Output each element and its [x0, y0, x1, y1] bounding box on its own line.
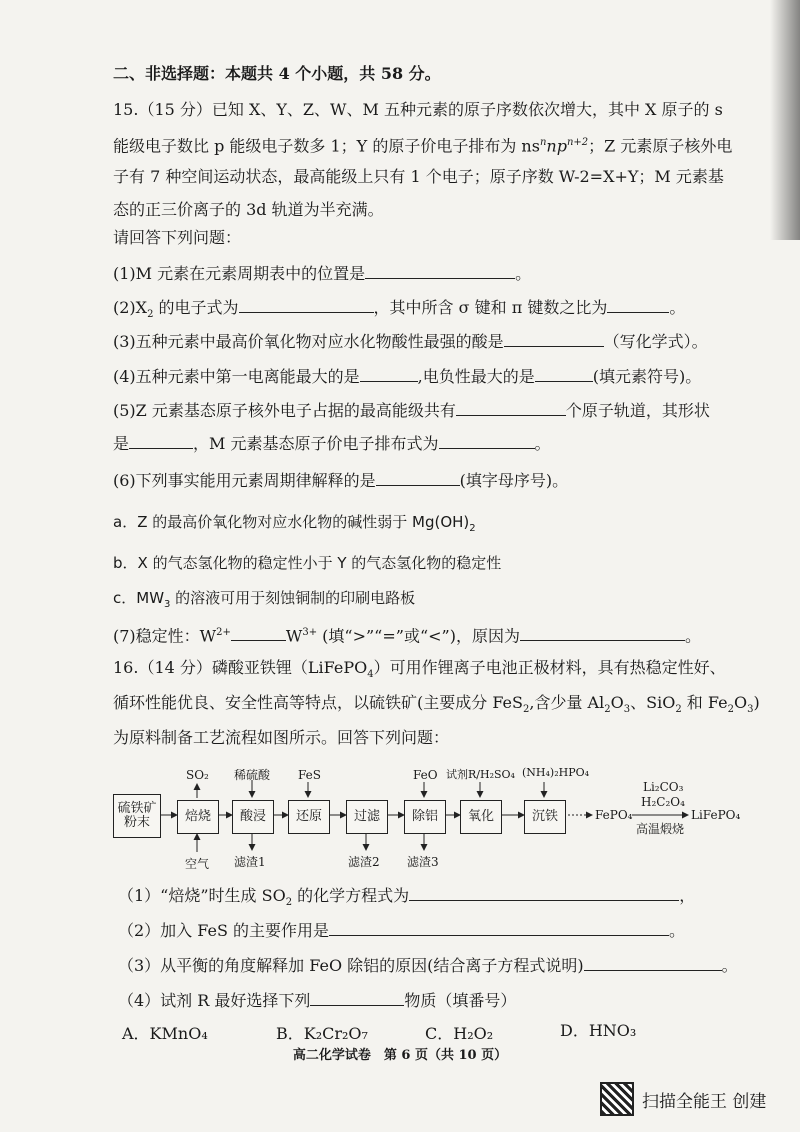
scanner-watermark — [600, 1082, 766, 1116]
q16-part-1: （1）“焙烧”时生成 $SO_2$ 的化学方程式为 ， — [118, 886, 696, 909]
q15-line-1: 15.（15 分）已知 X、Y、Z、W、M 五种元素的原子序数依次增大，其中 X 原子的 s — [113, 100, 723, 119]
q15-option-a: a．Z 的最高价氧化物对应水化物的碱性弱于 $Mg(OH)_2$ — [113, 513, 476, 534]
q15-line-4: 态的正三价离子的 3d 轨道为半充满。 — [113, 200, 384, 219]
flow-label-feo: FeO — [413, 768, 438, 782]
flow-label-fepo4: FePO₄ — [595, 808, 633, 822]
q15-part-1: (1)M 元素在元素周期表中的位置是 。 — [113, 264, 532, 283]
q15-part-4: (4)五种元素中第一电离能最大的是 ,电负性最大的是 (填元素符号)。 — [113, 367, 702, 386]
answer-blank-16-2[interactable] — [329, 920, 669, 936]
qr-code-icon — [600, 1082, 634, 1116]
flow-step-filter: 过滤 — [346, 800, 388, 834]
q15-line-2: 能级电子数比 p 能级电子数多 1；Y 的原子价电子排布为 $ns^nnp^{n+2}$；Z 元素原子核外电 — [113, 136, 733, 156]
flow-step-remove-al: 除铝 — [404, 800, 446, 834]
flow-step-reduce: 还原 — [288, 800, 330, 834]
flow-label-calcination: 高温煅烧 — [636, 822, 685, 836]
q15-line-3: 子有 7 种空间运动状态，最高能级上只有 1 个电子；原子序数 W-2=X+Y；M 元素基 — [113, 167, 724, 186]
flow-label-li2co3: Li₂CO₃ — [643, 780, 684, 794]
flow-label-dilute-h2so4: 稀硫酸 — [234, 768, 271, 782]
q16-part-2: （2）加入 FeS 的主要作用是 。 — [118, 921, 686, 940]
q16-line-1: 16.（14 分）磷酸亚铁锂（LiFePO$_4$）可用作锂离子电池正极材料，具有热稳定性好、 — [113, 658, 726, 681]
q16-part-4: （4）试剂 R 最好选择下列 物质（填番号） — [118, 991, 517, 1010]
flow-label-lifepo4: LiFePO₄ — [691, 808, 741, 822]
flow-label-residue-1: 滤渣1 — [234, 855, 266, 869]
q15-option-c: c．$MW_3$ 的溶液可用于刻蚀铜制的印刷电路板 — [113, 589, 416, 610]
flow-step-roast: 焙烧 — [177, 800, 219, 834]
flow-label-residue-2: 滤渣2 — [348, 855, 380, 869]
q16-part-3: （3）从平衡的角度解释加 FeO 除铝的原因(结合离子方程式说明) 。 — [118, 956, 738, 975]
q16-line-2: 循环性能优良、安全性高等特点，以硫铁矿(主要成分 FeS$_2$,含少量 $Al_2O_3$、SiO$_2$ 和 $Fe_2O_3$) — [113, 693, 760, 716]
q15-part-5b: 是 ，M 元素基态原子价电子排布式为 。 — [113, 434, 551, 453]
q15-option-b: b．X 的气态氢化物的稳定性小于 Y 的气态氢化物的稳定性 — [113, 554, 502, 572]
flow-raw-material: 硫铁矿 粉末 — [113, 794, 161, 838]
flow-step-acid-leach: 酸浸 — [232, 800, 274, 834]
q15-part-2: $(2)X_2$ 的电子式为 ，其中所含 σ 键和 π 键数之比为 。 — [113, 298, 686, 321]
flow-label-fes: FeS — [298, 768, 321, 782]
page-footer: 高二化学试卷 第 6 页（共 10 页） — [292, 1048, 508, 1063]
q15-part-6: (6)下列事实能用元素周期律解释的是 (填字母序号)。 — [113, 471, 569, 490]
q15-prompt: 请回答下列问题： — [113, 228, 242, 247]
answer-blank-16-3[interactable] — [584, 955, 722, 971]
answer-blank-16-4[interactable] — [310, 990, 404, 1006]
q15-part-7: (7)稳定性：$W^{2+}$ $W^{3+}$ (填“>”“=”或“<”)，原因为 。 — [113, 626, 701, 646]
scanner-label: 扫描全能王 创建 — [642, 1091, 767, 1112]
flow-label-air: 空气 — [185, 857, 210, 871]
flow-label-nh4-hpo4: (NH₄)₂HPO₄ — [522, 766, 590, 779]
flow-label-residue-3: 滤渣3 — [407, 855, 439, 869]
section-title: 二、非选择题：本题共 4 个小题，共 58 分。 — [113, 64, 441, 83]
flow-label-reagent-r: 试剂R/H₂SO₄ — [446, 768, 515, 781]
q15-part-5a: (5)Z 元素基态原子核外电子占据的最高能级共有 个原子轨道，其形状 — [113, 401, 710, 420]
q16-choice-a: A．KMnO₄ — [122, 1024, 208, 1043]
q16-choice-b: B．K₂Cr₂O₇ — [276, 1024, 368, 1043]
q15-part-3: (3)五种元素中最高价氧化物对应水化物酸性最强的酸是 （写化学式）。 — [113, 332, 708, 351]
flow-step-precipitate: 沉铁 — [524, 800, 566, 834]
q16-choice-c: C．H₂O₂ — [425, 1024, 494, 1043]
flow-label-h2c2o4: H₂C₂O₄ — [641, 795, 685, 809]
q16-line-3: 为原料制备工艺流程如图所示。回答下列问题： — [113, 728, 450, 747]
flow-step-oxidize: 氧化 — [460, 800, 502, 834]
answer-blank-16-1[interactable] — [409, 885, 679, 901]
flow-label-so2: SO₂ — [186, 768, 209, 782]
q16-choice-d: D．HNO₃ — [560, 1021, 637, 1040]
